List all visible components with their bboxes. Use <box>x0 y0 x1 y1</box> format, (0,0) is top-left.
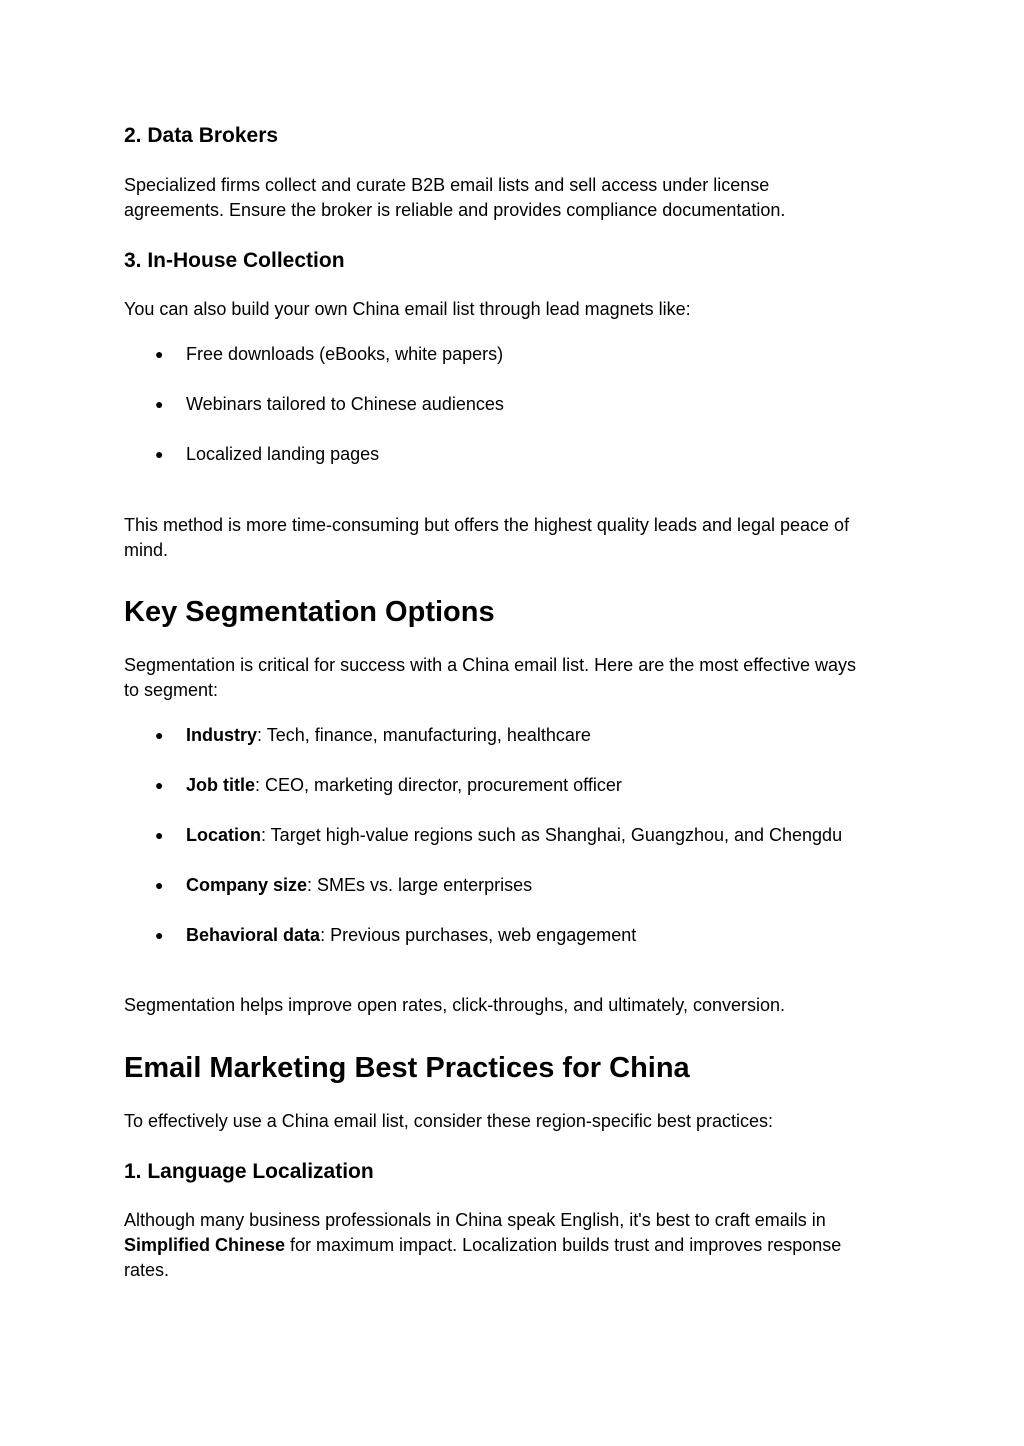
heading-key-segmentation-options: Key Segmentation Options <box>124 596 495 628</box>
list-item-label: Location <box>186 825 261 845</box>
heading-language-localization: 1. Language Localization <box>124 1160 374 1183</box>
list-item-detail: : CEO, marketing director, procurement officer <box>255 775 622 795</box>
bullet-icon: ● <box>155 827 164 843</box>
paragraph-line: Segmentation is critical for success with a China email list. Here are the most effective ways <box>124 655 856 675</box>
bold-term: Simplified Chinese <box>124 1235 286 1255</box>
paragraph-segmentation-outro: Segmentation helps improve open rates, click-throughs, and ultimately, conversion. <box>124 995 786 1015</box>
bullet-icon: ● <box>155 727 164 743</box>
list-item-text <box>186 823 842 848</box>
list-item-text <box>186 723 591 748</box>
list-item-text <box>186 773 622 798</box>
list-item-detail: : Tech, finance, manufacturing, healthcare <box>257 725 591 745</box>
bullet-icon: ● <box>155 877 164 893</box>
heading-data-brokers: 2. Data Brokers <box>124 124 279 147</box>
paragraph-line: rates. <box>124 1260 170 1280</box>
paragraph-line <box>124 1233 904 1258</box>
paragraph-data-brokers <box>124 173 904 223</box>
bullet-icon: ● <box>155 396 164 412</box>
list-item-label: Company size <box>186 875 308 895</box>
paragraph-line: This method is more time-consuming but offers the highest quality leads and legal peace of <box>124 515 850 535</box>
paragraph-language-localization <box>124 1208 904 1283</box>
list-item-detail: : SMEs vs. large enterprises <box>307 875 533 895</box>
list-item-text <box>186 873 532 898</box>
paragraph-line: Specialized firms collect and curate B2B email lists and sell access under license <box>124 175 770 195</box>
paragraph-line: to segment: <box>124 680 219 700</box>
bullet-icon: ● <box>155 927 164 943</box>
paragraph-line: agreements. Ensure the broker is reliable and provides compliance documentation. <box>124 200 786 220</box>
list-item-label: Industry <box>186 725 258 745</box>
list-item-label: Behavioral data <box>186 925 321 945</box>
list-item-label: Job title <box>186 775 256 795</box>
bullet-icon: ● <box>155 777 164 793</box>
paragraph-line: mind. <box>124 540 169 560</box>
paragraph-line: Although many business professionals in China speak English, it's best to craft emails in <box>124 1210 826 1230</box>
heading-in-house-collection: 3. In-House Collection <box>124 249 345 272</box>
list-item-text: Localized landing pages <box>186 444 380 464</box>
bullet-icon: ● <box>155 446 164 462</box>
list-item-detail: : Previous purchases, web engagement <box>320 925 637 945</box>
paragraph-best-practices-intro: To effectively use a China email list, consider these region-specific best practices: <box>124 1111 773 1131</box>
list-item-text: Free downloads (eBooks, white papers) <box>186 344 504 364</box>
list-item-text <box>186 923 636 948</box>
list-item-text: Webinars tailored to Chinese audiences <box>186 394 504 414</box>
paragraph-text: for maximum impact. Localization builds trust and improves response <box>285 1235 842 1255</box>
paragraph-in-house-intro: You can also build your own China email list through lead magnets like: <box>124 299 691 319</box>
paragraph-in-house-outro <box>124 513 904 563</box>
paragraph-segmentation-intro <box>124 653 904 703</box>
heading-email-marketing-best-practices: Email Marketing Best Practices for China <box>124 1052 690 1084</box>
bullet-icon: ● <box>155 346 164 362</box>
list-item-detail: : Target high-value regions such as Shanghai, Guangzhou, and Chengdu <box>261 825 843 845</box>
